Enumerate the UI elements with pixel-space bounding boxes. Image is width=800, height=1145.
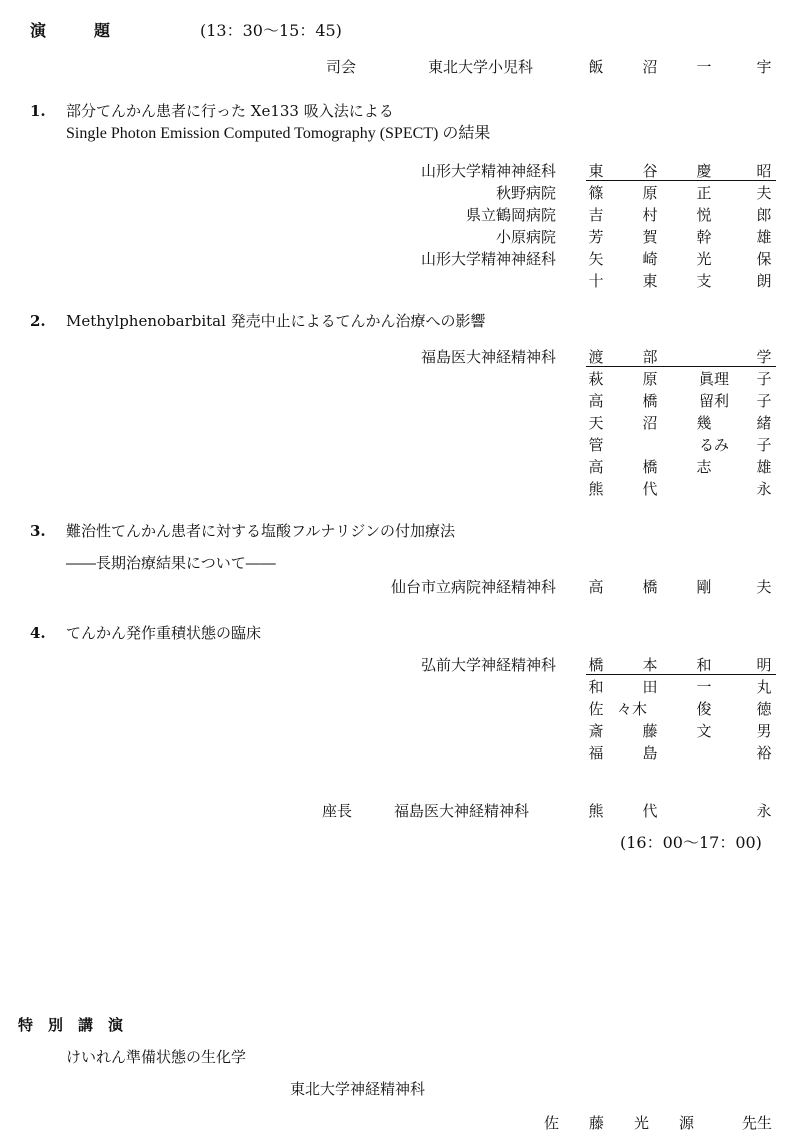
author-affiliation: 仙台市立病院神経精神科 [390,578,556,596]
author-affiliation: 山形大学精神神経科 [420,250,556,268]
author-name: 橋 本 和 明 [586,656,776,675]
author-name: 東 谷 慶 昭 [586,162,776,181]
special-lecture-heading: 特 別 講 演 [18,1016,124,1034]
item-number: 4. [30,624,46,642]
item-number: 3. [30,522,46,540]
author-name: 管 るみ 子 [588,436,772,454]
author-name: 萩 原 眞理 子 [588,370,772,388]
author-name: 斎 藤 文 男 [588,722,772,740]
item-subtitle: ――長期治療結果について―― [66,554,276,572]
author-name: 渡 部 学 [586,348,776,367]
item-title: てんかん発作重積状態の臨床 [66,624,262,642]
chair-affiliation: 福島医大神経精神科 [394,802,530,820]
speaker-honorific: 先生 [742,1114,773,1132]
author-name: 篠 原 正 夫 [588,184,772,202]
speaker-affiliation: 東北大学神経精神科 [290,1080,426,1098]
item-title: 部分てんかん患者に行った Xe133 吸入法による [66,102,394,120]
author-name: 吉 村 悦 郎 [588,206,772,224]
author-name: 熊 代 永 [588,480,772,498]
item-number: 2. [30,312,46,330]
chair-affiliation: 東北大学小児科 [428,58,534,76]
chair-name: 飯 沼 一 宇 [588,58,772,76]
author-affiliation: 弘前大学神経精神科 [420,656,556,674]
author-affiliation: 山形大学精神神経科 [420,162,556,180]
author-name: 佐 々木 俊 徳 [588,700,772,718]
author-name: 和 田 一 丸 [588,678,772,696]
special-lecture-title: けいれん準備状態の生化学 [66,1048,247,1066]
author-affiliation: 小原病院 [495,228,556,246]
item-number: 1. [30,102,46,120]
author-name: 十 東 支 朗 [588,272,772,290]
chair-role: 座長 [322,802,353,820]
program-heading: 演 題 [30,21,111,40]
item-title: Methylphenobarbital 発売中止によるてんかん治療への影響 [66,312,486,330]
author-name: 天 沼 幾 緒 [588,414,772,432]
speaker-name: 佐 藤 光 源 [544,1114,695,1132]
author-name: 高 橋 剛 夫 [588,578,772,596]
session-time: (13：30～15：45) [200,21,342,40]
chair-name: 熊 代 永 [588,802,772,820]
chair-role: 司会 [326,58,357,76]
item-title: 難治性てんかん患者に対する塩酸フルナリジンの付加療法 [66,522,456,540]
author-affiliation: 県立鶴岡病院 [465,206,556,224]
session-time: (16：00～17：00) [620,833,762,852]
author-affiliation: 福島医大神経精神科 [420,348,556,366]
author-affiliation: 秋野病院 [495,184,556,202]
author-name: 芳 賀 幹 雄 [588,228,772,246]
author-name: 矢 崎 光 保 [588,250,772,268]
item-title-line2: Single Photon Emission Computed Tomography (SPECT) の結果 [66,125,491,142]
author-name: 高 橋 志 雄 [588,458,772,476]
author-name: 福 島 裕 [588,744,772,762]
author-name: 高 橋 留利 子 [588,392,772,410]
